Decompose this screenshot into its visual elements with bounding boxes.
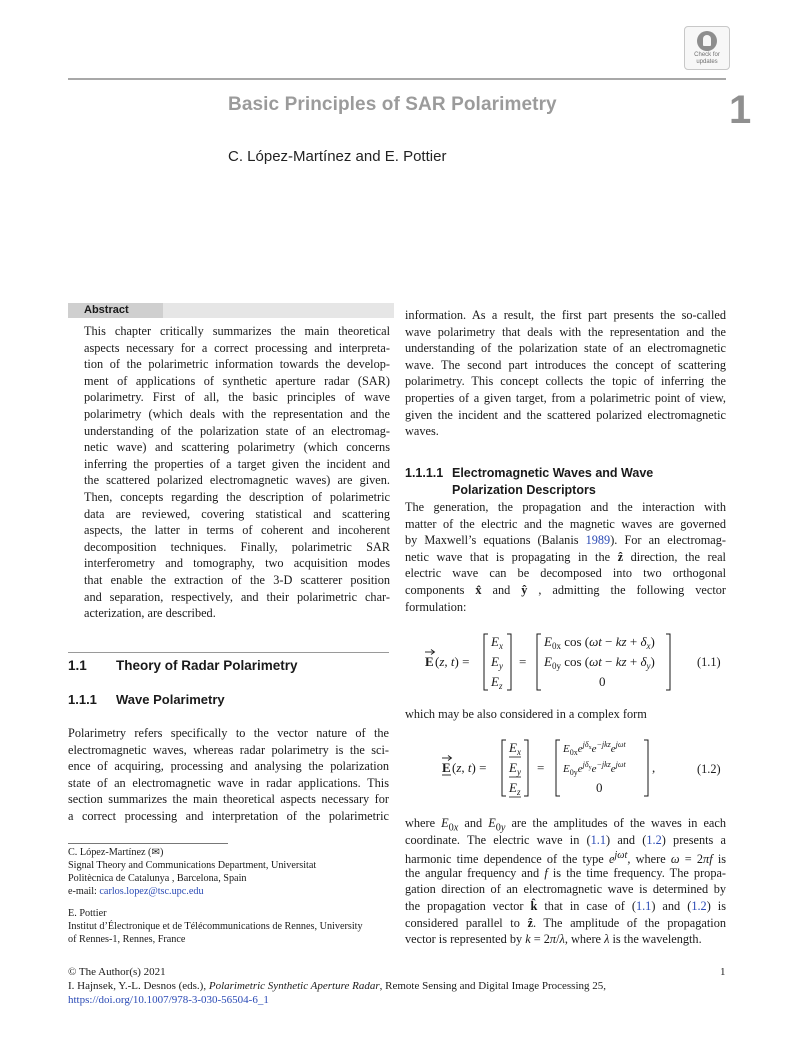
text-line (405, 532, 726, 549)
subsubsection-title: Electromagnetic Waves and Wave (452, 466, 654, 480)
wave-polarimetry-paragraph (68, 725, 389, 825)
header-rule (68, 78, 726, 80)
text-line: Polarimetry refers specifically to the vector nature of the (68, 726, 389, 740)
text-line: The generation, the propagation and the interaction with (405, 500, 726, 514)
page-number: 1 (720, 966, 726, 978)
text-line (405, 582, 726, 599)
subsection-number: 1.1.1 (68, 692, 97, 707)
subsection-title: Wave Polarimetry (116, 692, 225, 707)
text-line: wave. The second part introduces the concept of scattering (405, 357, 726, 372)
svg-text:Ey: $E_y$ (491, 654, 503, 671)
authors: C. López-Martínez and E. Pottier (228, 148, 447, 165)
text-run: vector is represented by (405, 932, 523, 947)
equation-1-1 (400, 628, 700, 694)
equation-number: (1.1) (697, 655, 721, 669)
badge-text-2: updates (696, 59, 718, 65)
text-line: state of an electromagnetic wave in radar applications. This (68, 775, 389, 790)
svg-text:Ez: $E_z$ (491, 674, 503, 691)
text-run: direction, the real (630, 549, 726, 564)
crossmark-icon (697, 31, 717, 51)
equation-link[interactable]: 1.1 (635, 898, 652, 913)
text-run: , where (564, 932, 602, 947)
svg-text:E0x cos (ωt − kz + δx): $E_{0x}$ cos (ωt − kz + $\delta_x$) (544, 634, 655, 651)
footnote-affiliation: Institut d’Électronique et de Télécommunications de Rennes, University (68, 921, 363, 932)
text-run: , where (627, 852, 666, 867)
citation-series: , Remote Sensing and Digital Image Processing 25, (379, 980, 607, 992)
text-line: wave polarimetry that deals with the representation and the (405, 324, 726, 339)
right-intro-paragraph (405, 307, 726, 440)
text-run: where (405, 816, 436, 830)
abstract-label: Abstract (84, 304, 129, 316)
svg-text:Ex: $E_x$ (491, 634, 503, 651)
svg-text:E: E (425, 654, 434, 669)
text-line: the propagation vector k̂ that in case of (1.1) and (1.2) is (405, 898, 726, 913)
section-title: Theory of Radar Polarimetry (116, 658, 298, 673)
text-run: ) and ( (651, 898, 692, 913)
abstract-line: understanding of the polarization state of an electromag- (84, 423, 390, 438)
svg-text:=: = (519, 654, 527, 669)
footnote-affiliation: Politècnica de Catalunya , Barcelona, Spain (68, 873, 247, 884)
text-run: coordinate. The electric wave in ( (405, 832, 591, 847)
abstract-body (84, 323, 390, 622)
abstract-line: and separation, respectively, and their polarimetric char- (84, 589, 390, 604)
check-for-updates-badge[interactable] (684, 26, 730, 70)
svg-text:(z, t) =: (z, t) = (435, 654, 470, 669)
text-line: properties of a given target, from a polarimetric point of view, (405, 390, 726, 405)
text-run: ). For an electromag- (610, 533, 726, 548)
svg-text:0: 0 (599, 674, 606, 689)
text-run: netic wave that is propagating in the (405, 549, 611, 564)
equation-1-2 (400, 734, 700, 800)
citation-book-title: Polarimetric Synthetic Aperture Radar (208, 980, 380, 992)
abstract-line: interferometry and tomography, two acquisition modes (84, 556, 390, 571)
text-line: a correct processing and interpretation of the polarimetric (68, 808, 389, 823)
abstract-line: aspects, the latter in terms of coherent and incoherent (84, 523, 390, 538)
chapter-title: Basic Principles of SAR Polarimetry (228, 94, 557, 115)
subsubsection-number: 1.1.1.1 (405, 466, 444, 480)
text-line: information. As a result, the first part presents the so-called (405, 308, 726, 322)
text-run: components (405, 582, 465, 597)
citation (68, 980, 606, 992)
svg-text:E: E (442, 760, 451, 775)
text-run: considered parallel to (405, 915, 520, 930)
text-line: waves. (405, 424, 439, 439)
section-rule (68, 652, 389, 653)
doi-link[interactable]: https://doi.org/10.1007/978-3-030-56504-6_1 (68, 994, 269, 1006)
svg-text:E0y cos (ωt − kz + δy): $E_{0y}$ cos (ωt − kz + $\delta_y$) (544, 654, 655, 671)
amplitude-paragraph (405, 815, 726, 948)
text-line: matter of the electric and the magnetic waves are governed (405, 516, 726, 531)
text-run: are the amplitudes of the waves in each (511, 816, 726, 830)
footnote-name: C. López-Martínez (✉) (68, 847, 164, 858)
badge-text-1: Check for (694, 52, 720, 58)
footnote-affiliation: of Rennes-1, Rennes, France (68, 934, 186, 945)
svg-text:E0yejδye−jkzejωt: $E_{0y}e^{j\delta}ye^{-jkz}e^{j\omega t}$ (563, 760, 626, 777)
abstract-line: data are reviewed, covering statistical and scattering (84, 506, 390, 521)
abstract-line: netic wave) and scattering polarimetry (which concerns (84, 440, 390, 455)
copyright: © The Author(s) 2021 (68, 966, 166, 978)
text-run: and (492, 582, 511, 597)
citation-editors: I. Hajnsek, Y.-L. Desnos (eds.), (68, 980, 209, 992)
footnote-affiliation: Signal Theory and Communications Department, Universitat (68, 860, 317, 871)
abstract-line: decomposition techniques. Finally, polarimetric SAR (84, 539, 390, 554)
text-line: ence of acquiring, processing and analysing the polarization (68, 759, 389, 774)
footnote-rule (68, 843, 228, 844)
x-unit-vector: x̂ (475, 582, 482, 597)
svg-text:0: 0 (596, 780, 603, 795)
footnote-name: E. Pottier (68, 908, 107, 919)
text-run: the propagation vector (405, 898, 524, 913)
author-footnote-1 (68, 846, 398, 898)
text-line: considered parallel to ẑ. The amplitude of the propagation (405, 915, 726, 930)
text-run: is the wavelength. (612, 932, 702, 947)
svg-text:Ey: $E_y$ (509, 760, 521, 777)
z-unit-vector: ẑ (617, 549, 624, 564)
text-run: ) presents a (661, 832, 726, 847)
text-run: that in case of ( (544, 898, 636, 913)
equation-number: (1.2) (697, 762, 721, 776)
equation-link[interactable]: 1.1 (590, 832, 607, 847)
text-line (405, 549, 726, 566)
text-line: polarimetry. This concept collects the topic of inferring the (405, 374, 726, 389)
text-line: the angular frequency and f is the time frequency. The propa- (405, 865, 727, 880)
svg-text:(z, t) =: (z, t) = (452, 760, 487, 775)
abstract-line: polarimetry (which deals with the representation and the (84, 406, 390, 421)
text-run: by Maxwell’s equations (Balanis (405, 533, 586, 548)
abstract-line: Then, concepts regarding the description of polarimetric (84, 489, 390, 504)
svg-text:=: = (537, 760, 545, 775)
author-footnote-2 (68, 907, 398, 946)
svg-text:Ex: $E_x$ (509, 740, 521, 757)
abstract-line: inferring the properties of a target given the incident and (84, 456, 390, 471)
text-run: ) is (706, 898, 726, 913)
em-waves-paragraph (405, 499, 726, 615)
text-line: electric wave can be decomposed into two orthogonal (405, 566, 726, 581)
abstract-line: aspects necessary for a correct processing and interpreta- (84, 340, 390, 355)
svg-text:E0xejδxe−jkzejωt: $E_{0x}e^{j\delta}xe^{-jkz}e^{j\omega t}$ (563, 740, 626, 757)
text-line (405, 832, 726, 849)
text-line: understanding of the polarization state of an electromagnetic (405, 341, 726, 356)
email-link[interactable]: carlos.lopez@tsc.upc.edu (99, 886, 204, 897)
text-run: and (464, 816, 483, 830)
section-number: 1.1 (68, 658, 87, 673)
text-run: , admitting the following vector (538, 582, 727, 597)
y-unit-vector: ŷ (521, 582, 528, 597)
text-line: section summarizes the main theoretical aspects necessary for (68, 792, 389, 807)
svg-text:,: , (652, 760, 656, 775)
text-run: the angular frequency and (405, 865, 540, 880)
abstract-line: that enable the extraction of the 3-D scatterer position (84, 572, 390, 587)
abstract-line: ment of applications of synthetic aperture radar (SAR) (84, 373, 390, 388)
equation-link[interactable]: 1.2 (691, 898, 707, 913)
text-run: . The amplitude of the propagation (532, 915, 726, 930)
text-line: formulation: (405, 599, 467, 614)
abstract-line: acterization, are described. (84, 606, 216, 621)
text-line: harmonic time dependence of the type $e^{j\omega t}$, where ω = 2πf is (405, 850, 727, 867)
equation-link[interactable]: 1.2 (646, 832, 662, 847)
text-run: is (717, 852, 727, 867)
text-line: vector is represented by k = 2π/λ, where λ is the wavelength. (405, 932, 702, 947)
abstract-line: tion of the polarimetric information towards the develop- (84, 357, 390, 372)
chapter-number: 1 (729, 88, 752, 132)
text-line: where $E_{0x}$ and $E_{0y}$ are the amplitudes of the waves in each (405, 816, 726, 834)
text-run: ) and ( (606, 832, 647, 847)
equation-intro: which may be also considered in a complex form (405, 707, 647, 721)
text-line: gation direction of an electromagnetic wave is determined by (405, 882, 726, 897)
abstract-line: the scattered polarized electromagnetic waves) are given. (84, 473, 390, 488)
email-label: e-mail: (68, 886, 100, 897)
subsubsection-title: Polarization Descriptors (452, 483, 596, 497)
abstract-line: polarimetry. First of all, the basic principles of wave (84, 390, 390, 405)
text-run: is the time frequency. The propa- (552, 865, 727, 880)
abstract-line: This chapter critically summarizes the main theoretical (84, 324, 390, 338)
text-line: given the incident and the scattered polarized electromagnetic (405, 407, 726, 422)
svg-text:Ez: $E_z$ (509, 780, 521, 797)
text-line: electromagnetic waves, whereas radar polarimetry is the sci- (68, 742, 389, 757)
citation-link[interactable]: 1989 (585, 533, 611, 548)
text-run: harmonic time dependence of the type (405, 852, 604, 867)
